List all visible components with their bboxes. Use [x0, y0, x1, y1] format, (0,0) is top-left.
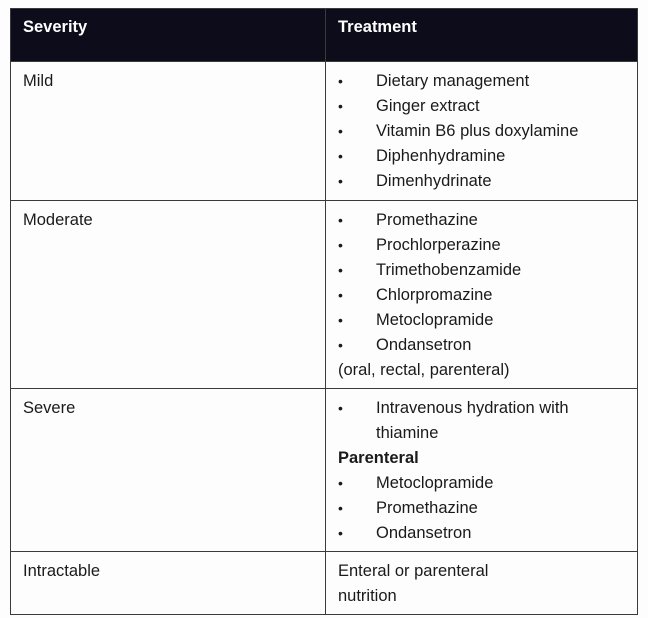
bullet-icon: • [338, 148, 343, 164]
list-item [338, 283, 625, 308]
route-note: (oral, rectal, parenteral) [338, 361, 510, 379]
parenteral-subheading: Parenteral [338, 449, 419, 467]
table-row-moderate [11, 201, 638, 389]
treatment-cell-mild [326, 62, 638, 201]
list-item [338, 208, 625, 233]
bullet-icon: • [338, 287, 343, 303]
bullet-icon: • [338, 525, 343, 541]
list-item [338, 496, 625, 521]
bullet-icon: • [338, 337, 343, 353]
list-item [338, 94, 625, 119]
table-row-mild [11, 62, 638, 201]
list-item [338, 69, 625, 94]
list-item [338, 471, 625, 496]
header-treatment: Treatment [326, 9, 638, 62]
list-item [338, 308, 625, 333]
treatment-cell-severe [326, 389, 638, 552]
bullet-icon: • [338, 98, 343, 114]
treatment-text: Ondansetron [376, 524, 472, 542]
table-row-severe [11, 389, 638, 552]
list-item [338, 521, 625, 546]
treatment-list-severe [338, 396, 625, 446]
treatment-text: Vitamin B6 plus doxylamine [376, 122, 579, 140]
bullet-icon: • [338, 500, 343, 516]
bullet-icon: • [338, 173, 343, 189]
list-item [338, 233, 625, 258]
treatment-text: Metoclopramide [376, 311, 494, 329]
treatment-list-moderate [338, 208, 625, 358]
list-item [338, 333, 625, 358]
severity-cell-mild: Mild [11, 62, 326, 201]
treatment-text: Prochlorperazine [376, 236, 501, 254]
bullet-icon: • [338, 262, 343, 278]
treatment-text: Ondansetron [376, 336, 472, 354]
header-severity: Severity [11, 9, 326, 62]
treatment-text: Enteral or parenteral [338, 562, 489, 580]
list-item [338, 258, 625, 283]
list-item [338, 119, 625, 144]
treatment-list-mild [338, 69, 625, 194]
treatment-cell-moderate [326, 201, 638, 389]
bullet-icon: • [338, 400, 343, 416]
treatment-text: Dietary management [376, 72, 530, 90]
treatment-text: Intravenous hydration with thiamine [376, 399, 569, 442]
treatment-text: Metoclopramide [376, 474, 494, 492]
bullet-icon: • [338, 312, 343, 328]
treatment-text: Ginger extract [376, 97, 480, 115]
parenteral-list [338, 471, 625, 546]
treatment-cell-intractable [326, 552, 638, 615]
bullet-icon: • [338, 123, 343, 139]
bullet-icon: • [338, 475, 343, 491]
treatment-text: Dimenhydrinate [376, 172, 492, 190]
treatment-text: nutrition [338, 587, 397, 605]
treatment-text: Chlorpromazine [376, 286, 493, 304]
bullet-icon: • [338, 73, 343, 89]
severity-cell-moderate: Moderate [11, 201, 326, 389]
bullet-icon: • [338, 237, 343, 253]
list-item [338, 169, 625, 194]
severity-cell-severe: Severe [11, 389, 326, 552]
list-item [338, 144, 625, 169]
table-header-row [11, 9, 638, 62]
treatment-text: Promethazine [376, 211, 478, 229]
bullet-icon: • [338, 212, 343, 228]
treatment-text: Trimethobenzamide [376, 261, 522, 279]
treatment-text: Promethazine [376, 499, 478, 517]
severity-cell-intractable: Intractable [11, 552, 326, 615]
severity-treatment-table [10, 8, 638, 615]
list-item [338, 396, 625, 446]
table-row-intractable [11, 552, 638, 615]
treatment-text: Diphenhydramine [376, 147, 506, 165]
